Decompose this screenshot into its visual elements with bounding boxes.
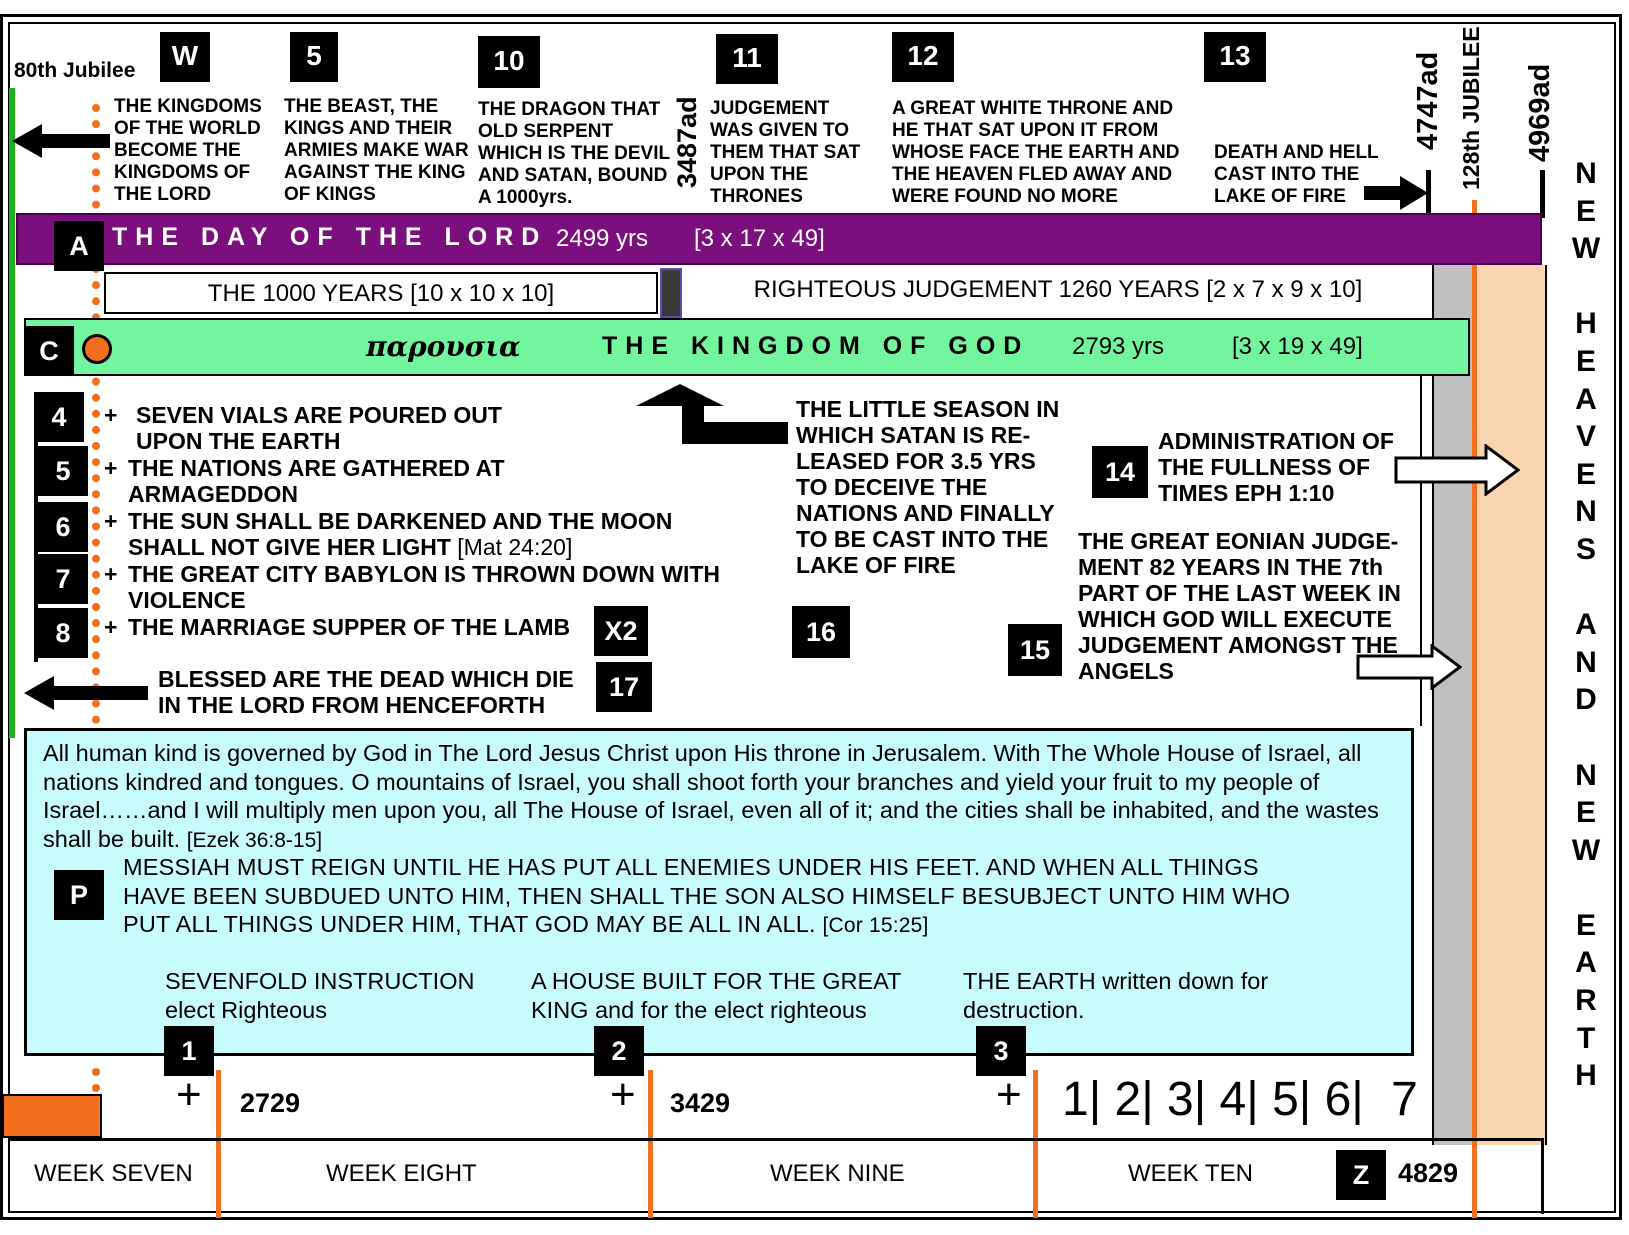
badge-x2: X2 [594,606,648,656]
badge-6: 6 [38,502,88,552]
arrow-up-little-season-icon [636,384,788,444]
badge-11: 11 [716,34,778,84]
orange-block [2,1094,102,1138]
text-w: THE KINGDOMS OF THE WORLD BECOME THE KINGDOMS OF THE LORD [114,96,262,205]
new-heavens-new-earth-label [1568,155,1604,1095]
sevenfold-text: SEVENFOLD INSTRUCTION elect Righteous [165,968,475,1023]
side-letter [1568,719,1604,757]
cyan-paragraph-text: All human kind is governed by God in The Lord Jesus Christ upon His throne in Jerusalem. With The Whole House of Israel, all nations kindred and tongues. O mountains of Israel, you shall shoot forth your branches and yield your fruit to my people of Israel……and I will multiply men upon you, all The House of Israel, even all of it; and the cities shall be inhabited, and the wastes shall be built. [43,740,1379,852]
list-item-6-text: THE SUN SHALL BE DARKENED AND THE MOON SHALL NOT GIVE HER LIGHT [128,508,673,560]
plus-marker-2: + [610,1070,636,1119]
badge-14: 14 [1092,446,1148,498]
week-part-4: 4| [1219,1073,1259,1126]
side-letter: E [1575,194,1596,228]
text-13: DEATH AND HELL CAST INTO THE LAKE OF FIRE [1214,142,1379,207]
righteous-judgement-box [690,270,1426,314]
badge-5-top: 5 [290,32,338,82]
week-part-5: 5| [1272,1073,1312,1126]
year-3487-label: 3487ad [672,96,702,188]
side-letter [1568,869,1604,907]
side-letter [1568,268,1604,306]
badge-p: P [54,870,104,920]
jubilee-80-label: 80th Jubilee [14,59,136,82]
year-3429: 3429 [670,1088,731,1118]
plus-6: + [104,508,118,534]
plus-7: + [104,561,118,587]
side-letter: E [1575,796,1596,830]
week-part-7: 7 [1391,1073,1418,1126]
side-letter: H [1575,1059,1597,1093]
day-of-the-lord-years: 2499 yrs [556,225,649,252]
kingdom-of-god-bar [24,318,1470,376]
side-letter: E [1575,457,1596,491]
badge-17: 17 [596,662,652,712]
badge-8: 8 [38,608,88,658]
badge-5: 5 [38,446,88,496]
parousia-label: παρουσια [366,330,521,363]
eonian-judgement-text: THE GREAT EONIAN JUDGE- MENT 82 YEARS IN THE 7th PART OF THE LAST WEEK IN WHICH GOD WILL EXECUTE JUDGEMENT AMONGST THE ANGELS [1078,528,1401,684]
messiah-paragraph [123,853,1313,941]
thousand-years-label: THE 1000 YEARS [10 x 10 x 10] [207,280,555,307]
righteous-judgement-label: RIGHTEOUS JUDGEMENT 1260 YEARS [2 x 7 x 9 x 10] [753,276,1363,303]
badge-a: A [54,221,104,271]
week-nine: WEEK NINE [770,1160,905,1187]
year-4829: 4829 [1398,1158,1459,1188]
side-letter: S [1575,532,1596,566]
text-5-top: THE BEAST, THE KINGS AND THEIR ARMIES MAKE WAR AGAINST THE KING OF KINGS [284,96,469,205]
text-12: A GREAT WHITE THRONE AND HE THAT SAT UPON IT FROM WHOSE FACE THE EARTH AND THE HEAVEN FLED AWAY AND WERE FOUND NO MORE [892,98,1180,207]
plus-8: + [104,614,118,640]
new-heavens-new-earth-letters [1568,155,1604,1095]
badge-z: Z [1336,1150,1386,1200]
year-2729: 2729 [240,1088,301,1118]
plus-4: + [104,402,118,428]
side-letter: D [1575,683,1597,717]
day-of-the-lord-formula: [3 x 17 x 49] [694,225,825,252]
side-letter: H [1575,307,1597,341]
arrow-right-14-icon [1394,444,1520,496]
text-11: JUDGEMENT WAS GIVEN TO THEM THAT SAT UPON THE THRONES [710,98,861,207]
year-4969-line [1540,170,1545,218]
kingdom-years: 2793 yrs [1072,333,1165,360]
side-letter: N [1575,495,1597,529]
text-10: THE DRAGON THAT OLD SERPENT WHICH IS THE DEVIL AND SATAN, BOUND A 1000yrs. [478,99,670,208]
year-4969-label: 4969ad [1524,63,1556,162]
cyan-paragraph-ref: [Ezek 36:8-15] [186,828,323,852]
badge-c: C [24,326,74,376]
list-item-5: THE NATIONS ARE GATHERED AT ARMAGEDDON [128,455,505,507]
day-of-the-lord-bar [16,213,1542,265]
badge-12: 12 [892,32,954,82]
side-letter: W [1571,232,1601,266]
day-of-the-lord-label: THE DAY OF THE LORD [112,223,548,251]
administration-text: ADMINISTRATION OF THE FULLNESS OF TIMES EPH 1:10 [1158,428,1394,506]
bound-marker [660,268,682,318]
blessed-text: BLESSED ARE THE DEAD WHICH DIE IN THE LORD FROM HENCEFORTH [158,666,574,718]
green-left-line [9,88,15,738]
badge-13: 13 [1204,32,1266,82]
list-item-7: THE GREAT CITY BABYLON IS THROWN DOWN WITH VIOLENCE [128,561,721,613]
plus-5: + [104,455,118,481]
list-left-black-line [34,440,38,662]
badge-10: 10 [478,36,540,88]
side-letter: N [1575,758,1597,792]
week-ten: WEEK TEN [1128,1160,1253,1187]
week-parts [1062,1072,1418,1128]
badge-16: 16 [792,606,850,658]
week-seven: WEEK SEVEN [34,1160,193,1187]
year-4747-label: 4747ad [1412,51,1444,150]
jubilee-128-label: 128th JUBILEE [1458,26,1484,190]
side-letter: R [1575,984,1597,1018]
badge-4: 4 [34,392,84,442]
parousia-dot-icon [82,334,112,364]
arrow-right-15-icon [1356,644,1462,690]
side-letter: E [1575,908,1596,942]
side-letter: A [1575,608,1597,642]
badge-3: 3 [976,1026,1026,1076]
side-letter [1568,569,1604,607]
week-part-1: 1| [1062,1073,1102,1126]
list-item-8: THE MARRIAGE SUPPER OF THE LAMB [128,614,571,640]
messiah-ref: [Cor 15:25] [822,914,929,937]
side-letter: A [1575,382,1597,416]
cyan-paragraph [43,739,1383,855]
badge-1: 1 [164,1026,214,1076]
side-letter: N [1575,645,1597,679]
kingdom-of-god-label: THE KINGDOM OF GOD [602,332,1030,360]
side-letter: E [1575,344,1596,378]
badge-15: 15 [1008,624,1062,676]
list-item-6 [128,508,718,560]
arrow-left-blessed-icon [24,676,148,710]
house-text: A HOUSE BUILT FOR THE GREAT KING and for the elect righteous [531,968,901,1023]
thousand-years-box [104,272,658,314]
kingdom-formula: [3 x 19 x 49] [1232,333,1363,360]
plus-marker-3: + [996,1070,1022,1119]
arrow-right-13-icon [1364,176,1428,210]
plus-marker-1: + [176,1070,202,1119]
badge-7: 7 [38,554,88,604]
week-eight: WEEK EIGHT [326,1160,477,1187]
cyan-section [24,728,1414,1056]
week-part-3: 3| [1167,1073,1207,1126]
side-letter: V [1575,420,1596,454]
jubilee-128-line [1472,200,1477,1218]
messiah-text: MESSIAH MUST REIGN UNTIL HE HAS PUT ALL ENEMIES UNDER HIS FEET. AND WHEN ALL THINGS HAVE BEEN SUBDUED UNTO HIM, THEN SHALL THE SON ALSO HIMSELF BESUBJECT UNTO HIM WHO PUT ALL THINGS UNDER HIM, THAT GOD MAY BE ALL IN ALL. [123,854,1291,937]
side-letter: T [1576,1021,1596,1055]
week-part-6: 6| [1324,1073,1364,1126]
week-part-2: 2| [1114,1073,1154,1126]
badge-w: W [160,32,210,82]
earth-text: THE EARTH written down for destruction. [963,968,1269,1023]
side-letter: W [1571,833,1601,867]
list-item-6-ref: [Mat 24:20] [457,534,573,560]
peach-column [1477,265,1547,1145]
list-item-4: SEVEN VIALS ARE POURED OUT UPON THE EARTH [136,402,502,454]
arrow-left-top-icon [12,124,110,158]
side-letter: A [1575,946,1597,980]
side-letter: N [1575,157,1597,190]
badge-2: 2 [594,1026,644,1076]
little-season-text: THE LITTLE SEASON IN WHICH SATAN IS RE- LEASED FOR 3.5 YRS TO DECEIVE THE NATIONS AND FINALLY TO BE CAST INTO THE LAKE OF FIRE [796,396,1060,578]
